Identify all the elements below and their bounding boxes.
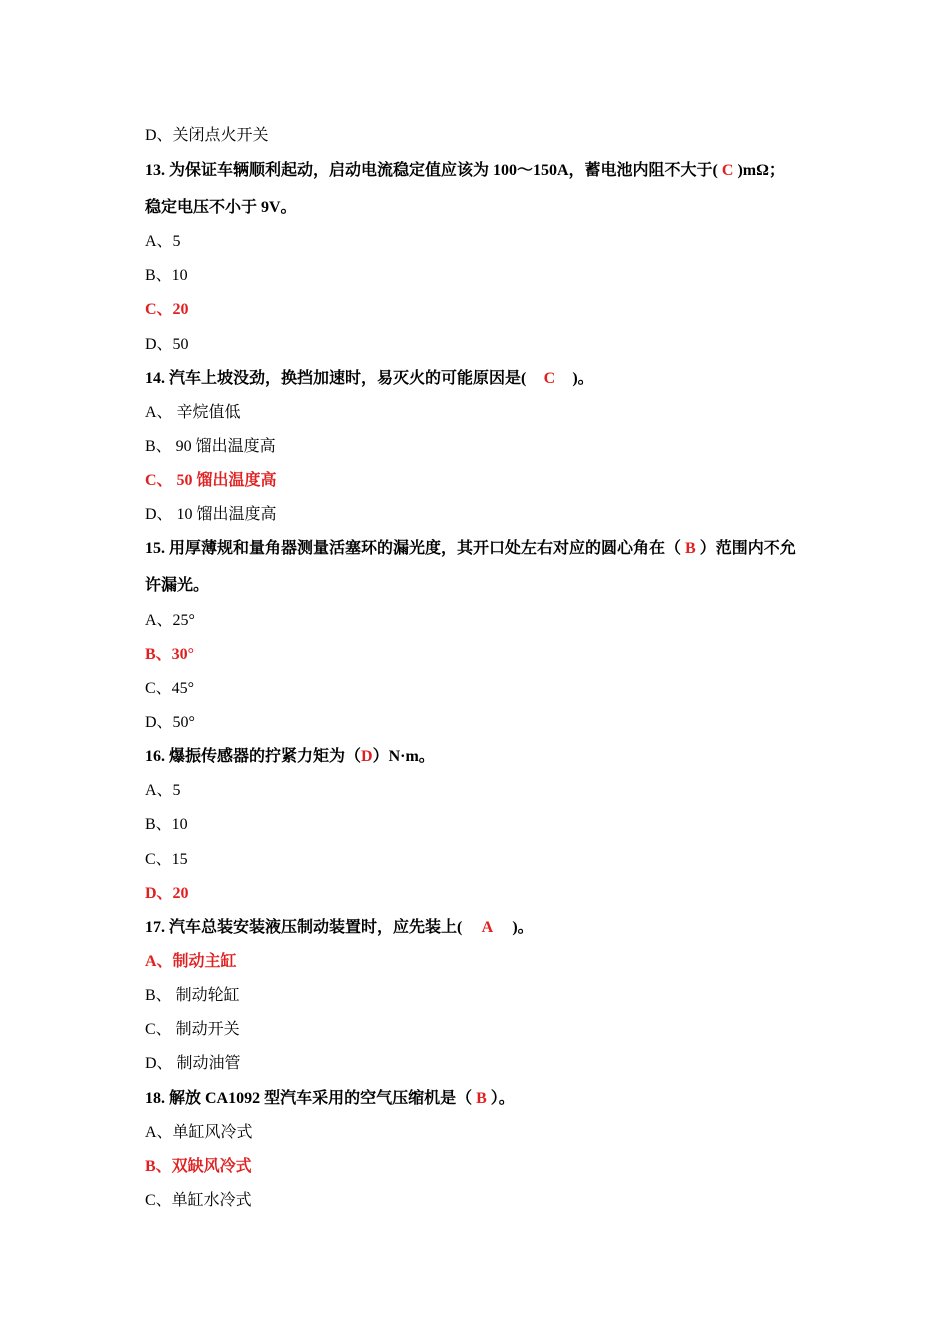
question-text: ）N·m。	[372, 748, 435, 765]
option-line: B、10	[145, 816, 188, 833]
option-line: D、 制动油管	[145, 1055, 241, 1072]
question-15	[145, 539, 796, 559]
question-text: 13. 为保证车辆顺利起动，启动电流稳定值应该为 100～150A，蓄电池内阻不大于(	[145, 162, 722, 179]
question-text: 15. 用厚薄规和量角器测量活塞环的漏光度，其开口处左右对应的圆心角在（	[145, 540, 686, 557]
option-line: A、5	[145, 782, 181, 799]
option-line: A、 辛烷值低	[145, 404, 241, 421]
answer-letter: C	[543, 370, 556, 387]
question-text: 18. 解放 CA1092 型汽车采用的空气压缩机是（	[145, 1090, 477, 1107]
option-line: B、 90 馏出温度高	[145, 438, 276, 455]
question-text: 16. 爆振传感器的拧紧力矩为（	[145, 748, 362, 765]
answer-letter: B	[685, 540, 696, 557]
option-line: D、关闭点火开关	[145, 127, 269, 144]
question-16	[145, 747, 435, 767]
answer-letter: D	[361, 748, 373, 765]
option-line: A、5	[145, 233, 181, 250]
question-15-continued: 许漏光。	[145, 577, 210, 594]
option-line: B、10	[145, 267, 188, 284]
correct-option: B、30°	[145, 646, 195, 663]
option-line: D、50	[145, 336, 189, 353]
question-text: )。	[572, 370, 594, 387]
correct-option: D、20	[145, 885, 189, 902]
option-line: C、15	[145, 851, 188, 868]
option-line: C、45°	[145, 680, 195, 697]
question-14	[145, 369, 594, 389]
option-line: A、25°	[145, 612, 195, 629]
option-line: B、 制动轮缸	[145, 987, 240, 1004]
option-line: D、50°	[145, 714, 195, 731]
question-text: )mΩ；	[733, 162, 785, 179]
question-13-continued: 稳定电压不小于 9V。	[145, 199, 297, 216]
question-text: 17. 汽车总装安装液压制动装置时，应先装上(	[145, 919, 463, 936]
correct-option: A、制动主缸	[145, 953, 237, 970]
option-line: C、 制动开关	[145, 1021, 240, 1038]
correct-option: C、20	[145, 301, 189, 318]
question-13	[145, 161, 785, 181]
question-text: ）范围内不允	[695, 540, 796, 557]
option-line: D、 10 馏出温度高	[145, 506, 277, 523]
answer-letter: B	[476, 1090, 487, 1107]
option-line: A、单缸风冷式	[145, 1124, 253, 1141]
question-text: ）。	[486, 1090, 515, 1107]
correct-option: B、双缺风冷式	[145, 1158, 252, 1175]
question-17	[145, 918, 534, 938]
answer-letter: C	[721, 162, 734, 179]
question-text: )。	[512, 919, 534, 936]
question-18	[145, 1089, 515, 1109]
answer-letter: A	[481, 919, 494, 936]
option-line: C、单缸水冷式	[145, 1192, 252, 1209]
correct-option: C、 50 馏出温度高	[145, 472, 277, 489]
question-text: 14. 汽车上坡没劲，换挡加速时，易灭火的可能原因是(	[145, 370, 527, 387]
